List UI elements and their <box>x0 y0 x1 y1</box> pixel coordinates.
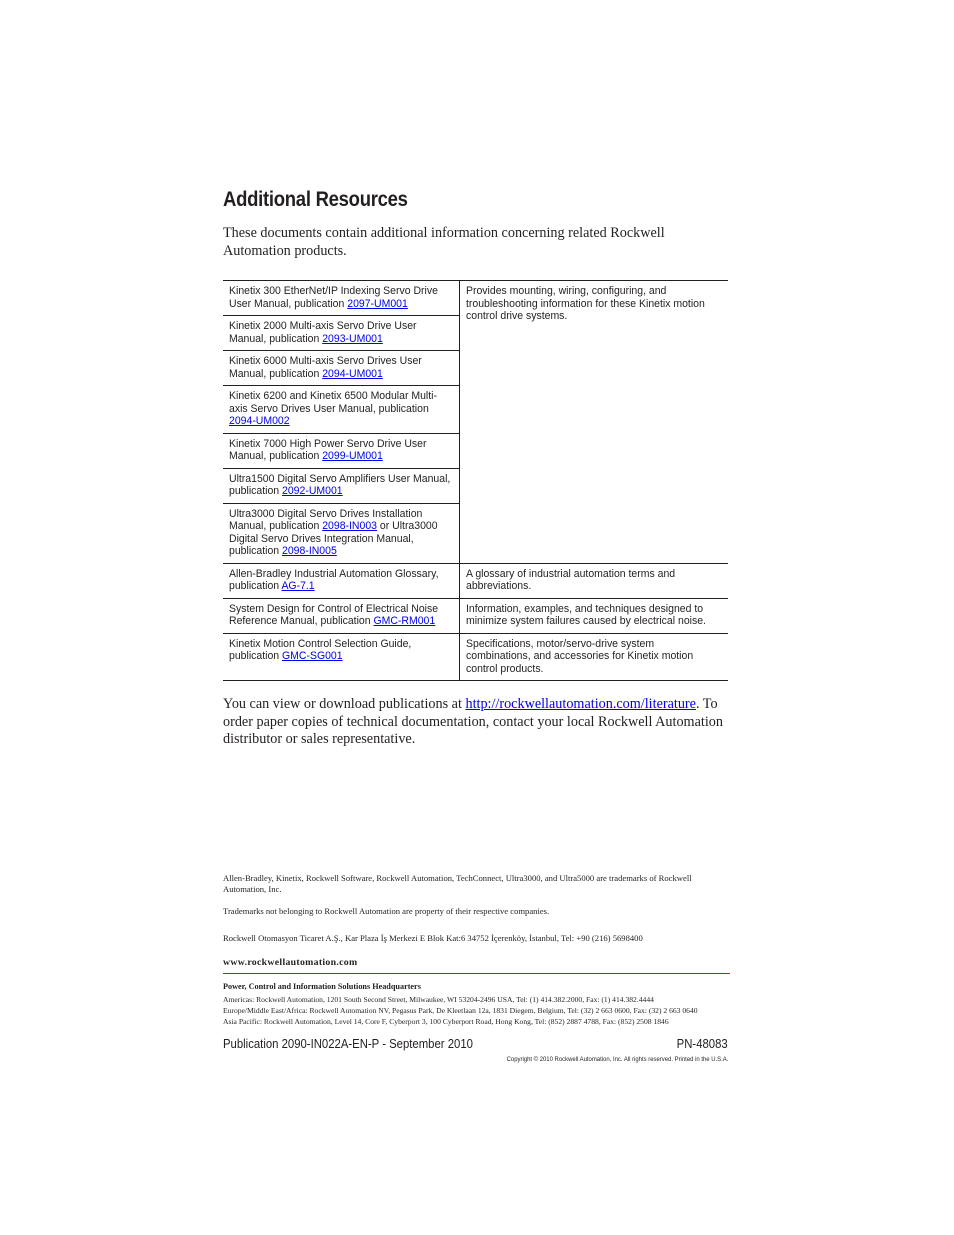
literature-paragraph: You can view or download publications at http://rockwellautomation.com/literature. To order paper copies of technical documentation, contact your local Rockwell Automation distributor or sales representative. <box>223 696 723 747</box>
headquarters-title: Power, Control and Information Solutions Headquarters <box>223 982 421 991</box>
website-url: www.rockwellautomation.com <box>223 957 358 968</box>
resource-cell: Kinetix Motion Control Selection Guide, publication GMC-SG001 <box>223 633 460 681</box>
intro-paragraph: These documents contain additional information concerning related Rockwell Automation products. <box>223 225 665 259</box>
resource-cell: Allen-Bradley Industrial Automation Glossary, publication AG-7.1 <box>223 563 460 598</box>
resource-cell: Ultra1500 Digital Servo Amplifiers User Manual, publication 2092-UM001 <box>223 468 460 503</box>
publication-link[interactable]: 2092-UM001 <box>282 485 343 497</box>
part-number: PN-48083 <box>676 1037 728 1051</box>
resource-cell: Ultra3000 Digital Servo Drives Installation Manual, publication 2098-IN003 or Ultra3000 Digital Servo Drives Integration Manual, publication 2098-IN005 <box>223 503 460 563</box>
table-row <box>223 563 728 598</box>
publication-link[interactable]: 2098-IN005 <box>282 545 337 557</box>
description-cell: Specifications, motor/servo-drive system combinations, and accessories for Kinetix motion control products. <box>460 633 729 681</box>
table-row <box>223 281 728 316</box>
publication-link[interactable]: 2099-UM001 <box>322 450 383 462</box>
publication-link[interactable]: 2097-UM001 <box>347 297 408 310</box>
resource-cell: Kinetix 2000 Multi-axis Servo Drive User Manual, publication 2093-UM001 <box>223 316 460 351</box>
publication-link[interactable]: 2093-UM001 <box>322 332 383 345</box>
description-cell: A glossary of industrial automation terms and abbreviations. <box>460 563 729 598</box>
resource-cell: Kinetix 6200 and Kinetix 6500 Modular Multi-axis Servo Drives User Manual, publication 2094-UM002 <box>223 386 460 434</box>
publication-link[interactable]: 2098-IN003 <box>322 520 377 532</box>
publication-link[interactable]: 2094-UM001 <box>322 367 383 380</box>
third-party-trademark-notice: Trademarks not belonging to Rockwell Automation are property of their respective companies. <box>223 906 550 916</box>
table-row <box>223 633 728 681</box>
resources-table <box>223 280 728 681</box>
resource-cell: System Design for Control of Electrical Noise Reference Manual, publication GMC-RM001 <box>223 598 460 633</box>
copyright-notice: Copyright © 2010 Rockwell Automation, Inc. All rights reserved. Printed in the U.S.A. <box>506 1056 728 1063</box>
americas-address: Americas: Rockwell Automation, 1201 South Second Street, Milwaukee, WI 53204-2496 USA, Tel: (1) 414.382.2000, Fax: (1) 414.382.4444 <box>223 995 654 1004</box>
resource-cell: Kinetix 6000 Multi-axis Servo Drives User Manual, publication 2094-UM001 <box>223 351 460 386</box>
publication-link[interactable]: GMC-RM001 <box>373 615 436 627</box>
literature-link[interactable]: http://rockwellautomation.com/literature <box>465 696 696 712</box>
publication-link[interactable]: 2094-UM002 <box>229 415 290 427</box>
table-row <box>223 598 728 633</box>
europe-address: Europe/Middle East/Africa: Rockwell Automation NV, Pegasus Park, De Kleetlaan 12a, 1831 Diegem, Belgium, Tel: (32) 2 663 0600, Fax: (32) 2 663 0640 <box>223 1006 698 1015</box>
section-heading: Additional Resources <box>223 188 408 211</box>
asia-address: Asia Pacific: Rockwell Automation, Level 14, Core F, Cyberport 3, 100 Cyberport Road, Hong Kong, Tel: (852) 2887 4788, Fax: (852) 2508 1846 <box>223 1017 669 1026</box>
turkey-office-address: Rockwell Otomasyon Ticaret A.Ş., Kar Plaza İş Merkezi E Blok Kat:6 34752 İçerenköy, İstanbul, Tel: +90 (216) 5698400 <box>223 933 643 943</box>
resource-cell: Kinetix 7000 High Power Servo Drive User Manual, publication 2099-UM001 <box>223 433 460 468</box>
description-cell: Provides mounting, wiring, configuring, and troubleshooting information for these Kinetix motion control drive systems. <box>460 281 729 564</box>
publication-number: Publication 2090-IN022A-EN-P - September 2010 <box>223 1037 473 1051</box>
publication-link[interactable]: AG-7.1 <box>281 580 315 592</box>
trademark-notice: Allen-Bradley, Kinetix, Rockwell Software, Rockwell Automation, TechConnect, Ultra3000, and Ultra5000 are trademarks of Rockwell Automation, Inc. <box>223 873 692 894</box>
description-cell: Information, examples, and techniques designed to minimize system failures caused by electrical noise. <box>460 598 729 633</box>
resource-cell: Kinetix 300 EtherNet/IP Indexing Servo Drive User Manual, publication 2097-UM001 <box>223 281 460 316</box>
footer-divider <box>223 973 730 974</box>
publication-link[interactable]: GMC-SG001 <box>282 650 343 662</box>
